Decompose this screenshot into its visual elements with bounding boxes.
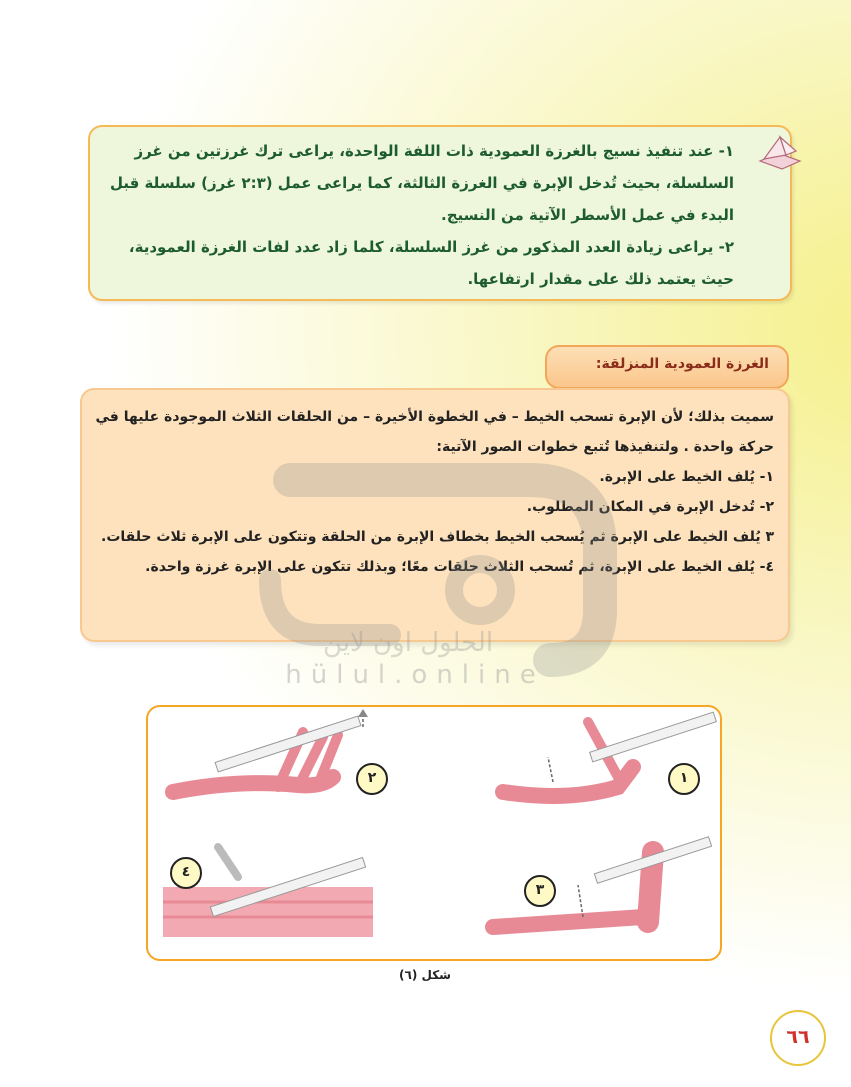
figure-badge-4: ٤	[170, 857, 202, 889]
figure-caption: شكل (٦)	[399, 968, 451, 982]
watermark-latin: hülul.online	[285, 660, 545, 690]
figure-badge-3: ٣	[524, 875, 556, 907]
figure-badge-2: ٢	[356, 763, 388, 795]
step-4: ٤- يُلف الخيط على الإبرة، ثم تُسحب الثلاث حلقات معًا؛ وبذلك تتكون على الإبرة غرزة واحدة.	[145, 559, 774, 575]
step-3: ٣ يُلف الخيط على الإبرة ثم يُسحب الخيط بخطاف الإبرة من الحلقة وتتكون على الإبرة ثلاث حلقات.	[101, 529, 774, 545]
notes-box	[88, 125, 792, 301]
crochet-illustrations	[148, 707, 720, 959]
steps-box	[80, 388, 790, 642]
step-2: ٢- تُدخل الإبرة في المكان المطلوب.	[526, 499, 774, 515]
note-item-1: ١- عند تنفيذ نسيج بالغرزة العمودية ذات اللفة الواحدة، يراعى ترك غرزتين من غرز السلسلة، بحيث تُدخل الإبرة في الغرزة الثالثة، كما يراعى عمل (٢:٣ غرز) سلسلة قبل البدء في عمل الأسطر الآتية من النسيج.	[109, 142, 734, 224]
watermark-arabic: الحلول اون لاين	[322, 628, 494, 658]
crochet-step-2-illustration	[173, 709, 368, 792]
section-title-tab	[545, 345, 789, 389]
section-title: الغرزة العمودية المنزلقة:	[595, 356, 769, 372]
open-book-icon	[756, 131, 804, 171]
step-1: ١- يُلف الخيط على الإبرة.	[599, 469, 774, 485]
section-intro: سميت بذلك؛ لأن الإبرة تسحب الخيط – في الخطوة الأخيرة – من الحلقات الثلاث الموجودة عليها في حركة واحدة . ولتنفيذها تُتبع خطوات الصور الآتية:	[95, 409, 774, 455]
note-item-2: ٢- يراعى زيادة العدد المذكور من غرز السلسلة، كلما زاد عدد لفات الغرزة العمودية، حيث يعتمد ذلك على مقدار ارتفاعها.	[128, 238, 734, 288]
page-number: ٦٦	[770, 1010, 826, 1066]
figure-badge-1: ١	[668, 763, 700, 795]
figure-box	[146, 705, 722, 961]
